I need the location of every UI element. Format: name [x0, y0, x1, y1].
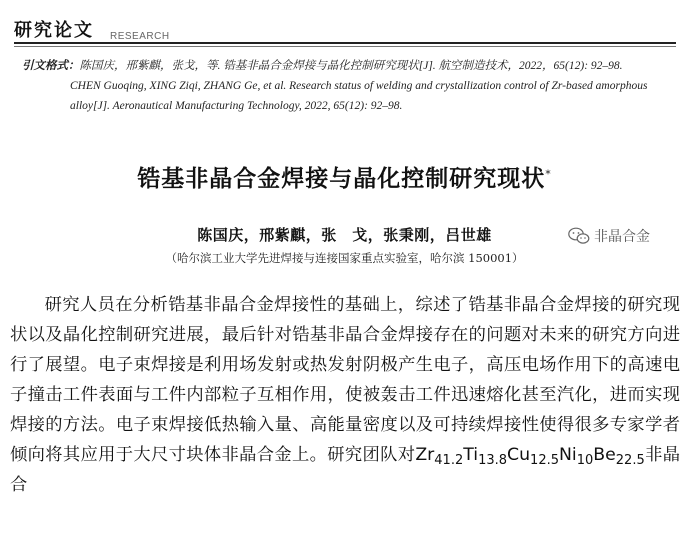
- formula-element: Be: [593, 445, 616, 465]
- section-subtitle: RESEARCH: [110, 31, 170, 42]
- body-tail-text: 非晶合: [10, 445, 680, 495]
- section-title: 研究论文: [14, 20, 94, 41]
- article-title: [0, 160, 689, 193]
- body-paragraph-text: 研究人员在分析锆基非晶合金焊接性的基础上，综述了锆基非晶合金焊接的研究现状以及晶化控制研究进展，最后针对锆基非晶合金焊接存在的问题对未来的研究方向进行了展望。电子束焊接是利用场发射或热发射阴极产生电子，高压电场作用下的高速电子撞击工件表面与工件内部粒子互相作用，使被轰击工件迅速熔化甚至汽化，进而实现焊接的方法。电子束焊接低热输入量、高能量密度以及可持续焊接性使得很多专家学者倾向将其应用于大尺寸块体非晶合金上。研究团队对: [10, 295, 680, 465]
- formula-subscript: 10: [576, 453, 594, 468]
- wechat-icon: [568, 227, 590, 245]
- formula-element: Cu: [507, 445, 531, 465]
- watermark-text: 非晶合金: [594, 229, 650, 245]
- author-list: 陈国庆，邢紫麒，张 戈，张秉刚，吕世雄: [197, 226, 492, 244]
- article-title-text: 锆基非晶合金焊接与晶化控制研究现状: [137, 166, 546, 192]
- citation-zh: [22, 56, 672, 76]
- header-rule: [14, 42, 676, 44]
- body-text: [10, 290, 680, 500]
- alloy-formula: [415, 445, 645, 468]
- citation-block: [22, 56, 672, 116]
- formula-element: Ti: [463, 445, 479, 465]
- formula-subscript: 22.5: [615, 453, 645, 468]
- citation-label: 引文格式：: [22, 60, 80, 72]
- citation-en-line2: alloy[J]. Aeronautical Manufacturing Technology, 2022, 65(12): 92–98.: [70, 100, 403, 112]
- formula-element: Zr: [415, 445, 435, 465]
- citation-en-line1: CHEN Guoqing, XING Ziqi, ZHANG Ge, et al. Research status of welding and crystallization control of Zr-based amorphous: [70, 80, 648, 92]
- journal-header: [14, 12, 676, 48]
- formula-subscript: 41.2: [434, 453, 464, 468]
- header-rule-thin: [14, 46, 676, 47]
- affiliation: （哈尔滨工业大学先进焊接与连接国家重点实验室，哈尔滨 150001）: [165, 251, 524, 265]
- body-paragraph: [10, 290, 680, 500]
- formula-subscript: 12.5: [530, 453, 559, 468]
- formula-subscript: 13.8: [478, 453, 508, 468]
- wechat-watermark: [568, 226, 650, 246]
- citation-zh-text: 陈国庆，邢紫麒，张戈，等. 锆基非晶合金焊接与晶化控制研究现状[J]. 航空制造技术，2022，65(12): 92–98.: [79, 60, 623, 72]
- title-footnote-mark: *: [545, 167, 552, 181]
- formula-element: Ni: [559, 445, 577, 465]
